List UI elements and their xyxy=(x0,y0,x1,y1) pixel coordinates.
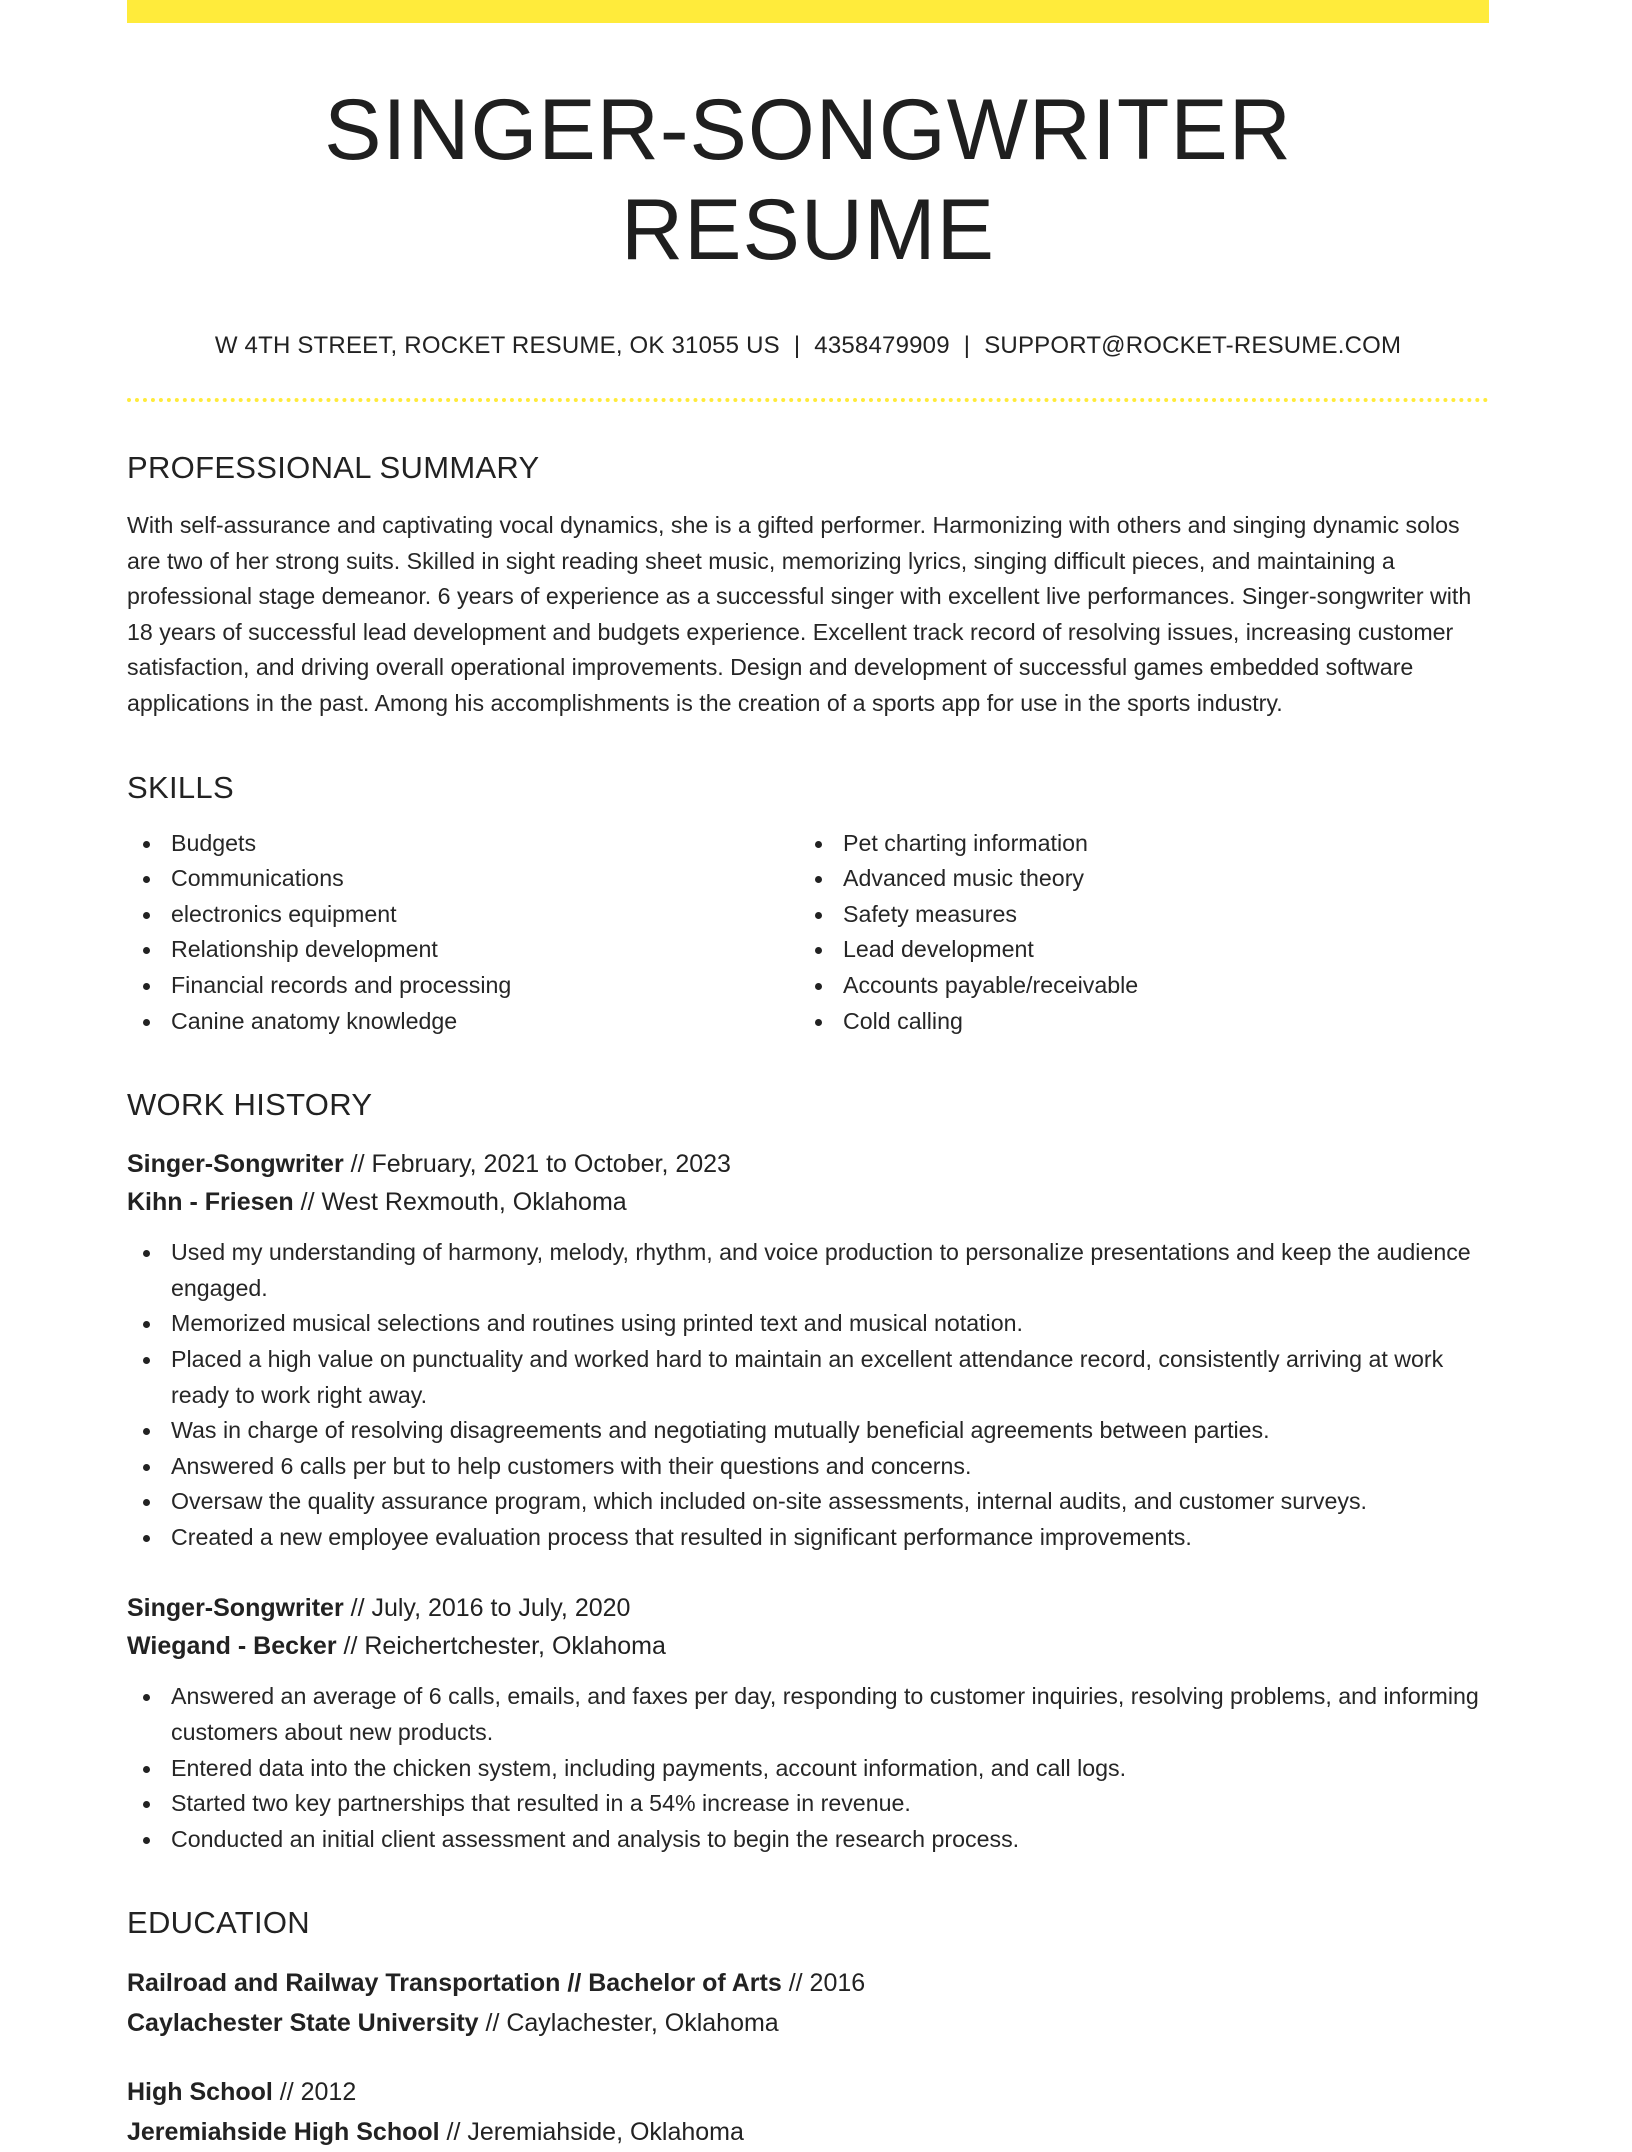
summary-heading: PROFESSIONAL SUMMARY xyxy=(127,450,540,485)
education-heading: EDUCATION xyxy=(127,1905,310,1941)
job-bullet: Conducted an initial client assessment and analysis to begin the research process. xyxy=(127,1822,1489,1858)
job-bullet: Placed a high value on punctuality and worked hard to maintain an excellent attendance record, consistently arriving at work ready to work right away. xyxy=(127,1342,1489,1413)
resume-content xyxy=(127,0,1489,2152)
job-bullets xyxy=(127,1235,1489,1555)
work-history-section xyxy=(127,1085,1489,1857)
job-title: Singer-Songwriter xyxy=(127,1150,344,1179)
job-bullet: Oversaw the quality assurance program, which included on-site assessments, internal audits, and customer surveys. xyxy=(127,1484,1489,1520)
skill-item: Budgets xyxy=(127,826,799,862)
contact-line xyxy=(127,330,1489,362)
contact-email: SUPPORT@ROCKET-RESUME.COM xyxy=(984,332,1402,359)
work-history-heading: WORK HISTORY xyxy=(127,1087,373,1123)
education-entry xyxy=(127,2072,1489,2152)
skill-item: Financial records and processing xyxy=(127,968,799,1004)
job-company: Kihn - Friesen xyxy=(127,1188,294,1217)
skill-item: Relationship development xyxy=(127,932,799,968)
job-company-line xyxy=(127,1183,1489,1221)
skill-item: electronics equipment xyxy=(127,897,799,933)
job-entry xyxy=(127,1589,1489,1857)
education-entry xyxy=(127,1963,1489,2043)
skill-item: Accounts payable/receivable xyxy=(799,968,1489,1004)
job-dates: // July, 2016 to July, 2020 xyxy=(350,1594,631,1623)
education-degree: High School xyxy=(127,2078,273,2107)
job-entry xyxy=(127,1145,1489,1555)
job-bullet: Answered 6 calls per but to help customers with their questions and concerns. xyxy=(127,1449,1489,1485)
job-bullets xyxy=(127,1679,1489,1857)
education-degree-line xyxy=(127,2072,1489,2112)
skill-item: Canine anatomy knowledge xyxy=(127,1004,799,1040)
job-dates: // February, 2021 to October, 2023 xyxy=(350,1150,731,1179)
skill-item: Lead development xyxy=(799,932,1489,968)
education-location: // Caylachester, Oklahoma xyxy=(485,2009,779,2038)
skill-item: Communications xyxy=(127,861,799,897)
education-school: Caylachester State University xyxy=(127,2009,479,2038)
skill-item: Advanced music theory xyxy=(799,861,1489,897)
education-year: // 2016 xyxy=(788,1969,866,1998)
summary-text: With self-assurance and captivating vocal dynamics, she is a gifted performer. Harmonizing with others and singing dynamic solos are two of her strong suits. Skilled in sight reading sheet music, memorizing lyrics, singing difficult pieces, and maintaining a professional stage demeanor. 6 years of experience as a successful singer with excellent live performances. Singer-songwriter with 18 years of successful lead development and budgets experience. Excellent track record of resolving issues, increasing customer satisfaction, and driving overall operational improvements. Design and development of successful games embedded software applications in the past. Among his accomplishments is the creation of a sports app for use in the sports industry. xyxy=(127,512,1472,716)
skills-list-left xyxy=(127,826,799,1040)
skills-columns xyxy=(127,826,1489,1040)
contact-separator: | xyxy=(793,332,801,359)
job-bullet: Answered an average of 6 calls, emails, and faxes per day, responding to customer inquiries, resolving problems, and informing customers about new products. xyxy=(127,1679,1489,1750)
job-location: // West Rexmouth, Oklahoma xyxy=(300,1188,627,1217)
education-section xyxy=(127,1903,1489,2152)
job-company-line xyxy=(127,1627,1489,1665)
job-bullet: Was in charge of resolving disagreements and negotiating mutually beneficial agreements between parties. xyxy=(127,1413,1489,1449)
job-bullet: Used my understanding of harmony, melody, rhythm, and voice production to personalize presentations and keep the audience engaged. xyxy=(127,1235,1489,1306)
education-location: // Jeremiahside, Oklahoma xyxy=(446,2118,744,2147)
education-degree: Railroad and Railway Transportation // Bachelor of Arts xyxy=(127,1969,782,1998)
skills-list-right xyxy=(799,826,1489,1040)
contact-address: W 4TH STREET, ROCKET RESUME, OK 31055 US xyxy=(214,332,780,359)
contact-phone: 4358479909 xyxy=(814,332,950,359)
education-year: // 2012 xyxy=(279,2078,357,2107)
skill-item: Cold calling xyxy=(799,1004,1489,1040)
job-bullet: Created a new employee evaluation process that resulted in significant performance improvements. xyxy=(127,1520,1489,1556)
job-bullet: Started two key partnerships that resulted in a 54% increase in revenue. xyxy=(127,1786,1489,1822)
education-school-line xyxy=(127,2003,1489,2043)
job-bullet: Entered data into the chicken system, including payments, account information, and call logs. xyxy=(127,1751,1489,1787)
education-school: Jeremiahside High School xyxy=(127,2118,440,2147)
job-title-line xyxy=(127,1145,1489,1183)
job-title: Singer-Songwriter xyxy=(127,1594,344,1623)
job-location: // Reichertchester, Oklahoma xyxy=(343,1632,666,1661)
education-degree-line xyxy=(127,1963,1489,2003)
job-company: Wiegand - Becker xyxy=(127,1632,337,1661)
skills-section xyxy=(127,768,1489,1040)
job-title-line xyxy=(127,1589,1489,1627)
job-bullet: Memorized musical selections and routines using printed text and musical notation. xyxy=(127,1306,1489,1342)
skill-item: Pet charting information xyxy=(799,826,1489,862)
education-school-line xyxy=(127,2112,1489,2152)
dotted-divider xyxy=(127,398,1489,402)
skills-heading: SKILLS xyxy=(127,769,234,805)
contact-separator: | xyxy=(963,332,971,359)
summary-section xyxy=(127,448,1489,722)
page-title: SINGER-SONGWRITER RESUME xyxy=(324,82,1292,278)
skill-item: Safety measures xyxy=(799,897,1489,933)
